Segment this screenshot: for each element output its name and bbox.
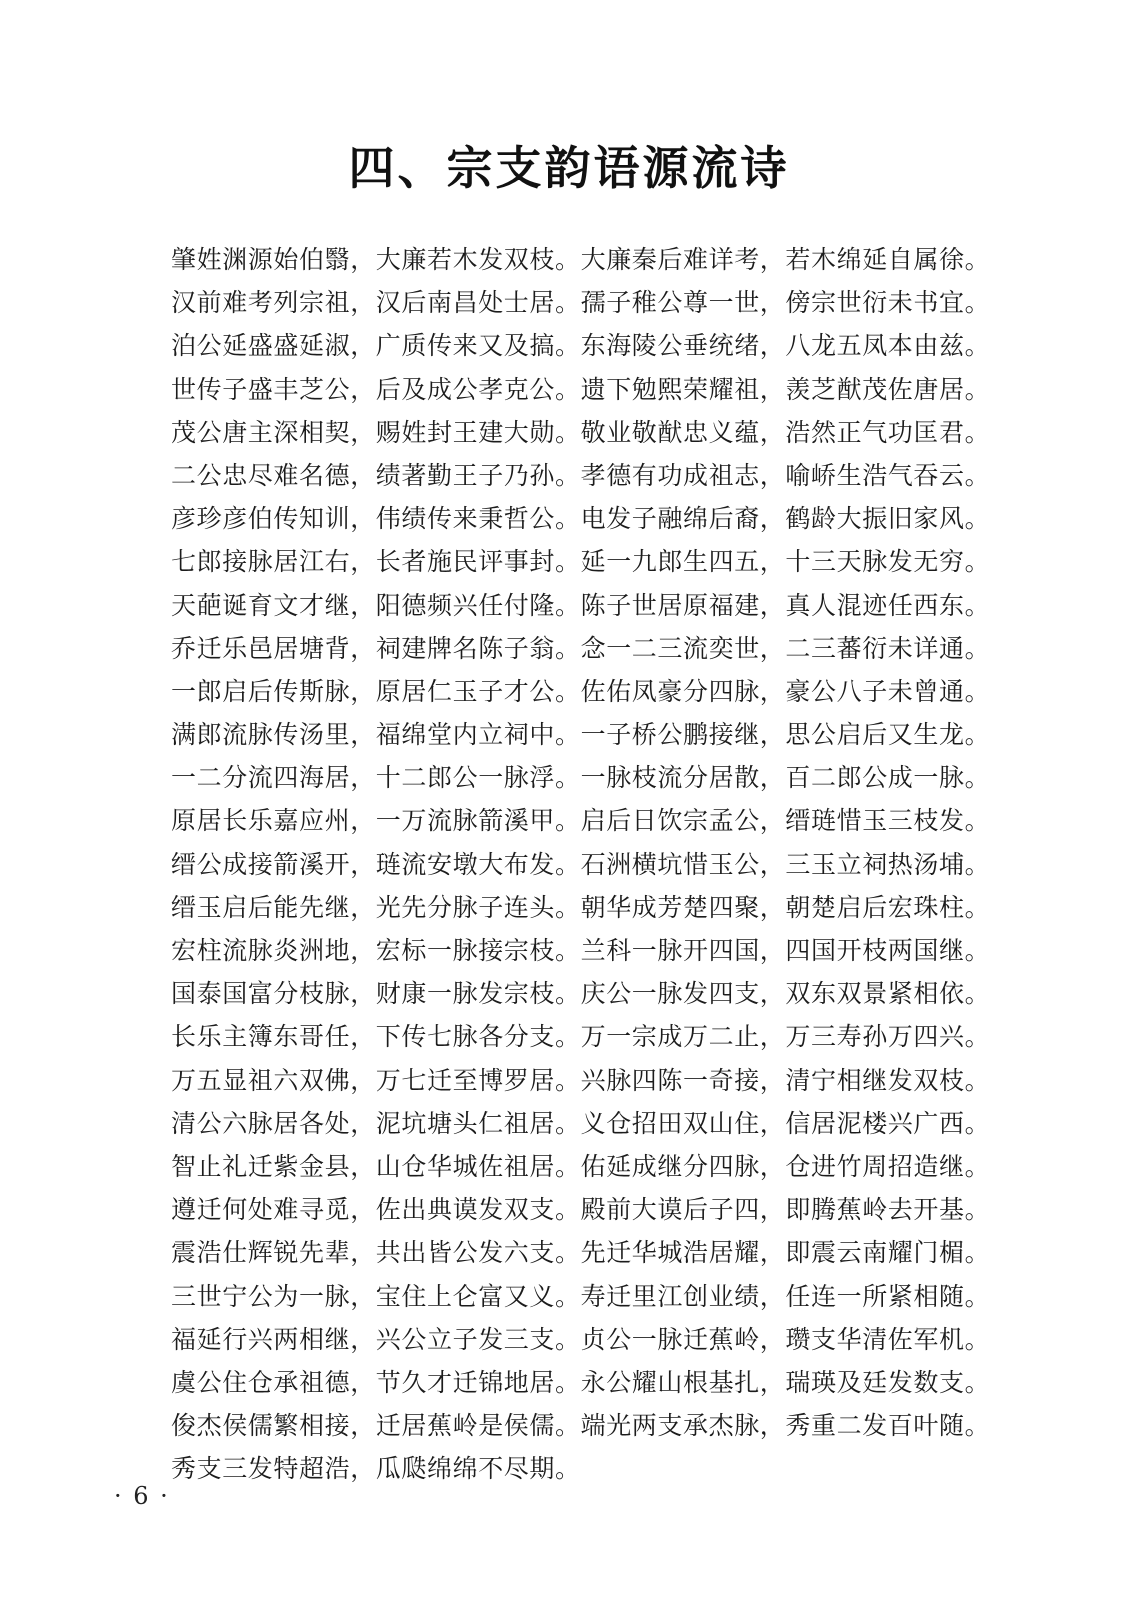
poem-body — [171, 238, 991, 1490]
poem-line: 一二分流四海居，十二郎公一脉浮。一脉枝流分居散，百二郎公成一脉。 — [171, 763, 991, 793]
poem-line: 震浩仕辉锐先辈，共出皆公发六支。先迁华城浩居耀，即震云南耀门楣。 — [171, 1238, 991, 1268]
poem-line: 彦珍彦伯传知训，伟绩传来秉哲公。电发子融绵后裔，鹤龄大振旧家风。 — [171, 504, 991, 534]
poem-line: 清公六脉居各处，泥坑塘头仁祖居。义仓招田双山住，信居泥楼兴广西。 — [171, 1108, 991, 1138]
poem-line: 缙玉启后能先继，光先分脉子连头。朝华成芳楚四聚，朝楚启后宏珠柱。 — [171, 892, 991, 922]
poem-line: 乔迁乐邑居塘背，祠建牌名陈子翁。念一二三流奕世，二三蕃衍未详通。 — [171, 633, 991, 663]
poem-line: 三世宁公为一脉，宝住上仑富又义。寿迁里江创业绩，任连一所紧相随。 — [171, 1281, 991, 1311]
poem-line: 满郎流脉传汤里，福绵堂内立祠中。一子桥公鹏接继，思公启后又生龙。 — [171, 720, 991, 750]
poem-line: 福延行兴两相继，兴公立子发三支。贞公一脉迁蕉岭，瓒支华清佐军机。 — [171, 1324, 991, 1354]
poem-line: 二公忠尽难名德，绩著勤王子乃孙。孝德有功成祖志，喻峤生浩气吞云。 — [171, 460, 991, 490]
poem-line: 秀支三发特超浩，瓜瓞绵绵不尽期。 — [171, 1454, 581, 1484]
poem-line: 天葩诞育文才继，阳德频兴任付隆。陈子世居原福建，真人混迹任西东。 — [171, 590, 991, 620]
poem-line: 一郎启后传斯脉，原居仁玉子才公。佐佑凤豪分四脉，豪公八子未曾通。 — [171, 676, 991, 706]
section-title: 四、宗支韵语源流诗 — [348, 141, 790, 195]
page-number: · 6 · — [114, 1482, 170, 1510]
poem-line: 遵迁何处难寻觅，佐出典谟发双支。殿前大谟后子四，即腾蕉岭去开基。 — [171, 1195, 991, 1225]
poem-line: 虞公住仓承祖德，节久才迁锦地居。永公耀山根基扎，瑞瑛及廷发数支。 — [171, 1367, 991, 1397]
poem-line: 原居长乐嘉应州，一万流脉箭溪甲。启后日饮宗孟公，缙琏惜玉三枝发。 — [171, 806, 991, 836]
poem-line: 肇姓渊源始伯翳，大廉若木发双枝。大廉秦后难详考，若木绵延自属徐。 — [171, 245, 991, 274]
poem-line: 茂公唐主深相契，赐姓封王建大勋。敬业敬猷忠义蕴，浩然正气功匡君。 — [171, 417, 991, 447]
poem-line: 俊杰侯儒繁相接，迁居蕉岭是侯儒。端光两支承杰脉，秀重二发百叶随。 — [171, 1411, 991, 1441]
poem-line: 国泰国富分枝脉，财康一脉发宗枝。庆公一脉发四支，双东双景紧相依。 — [171, 979, 991, 1009]
poem-line: 世传子盛丰芝公，后及成公孝克公。遗下勉熙荣耀祖，羡芝猷茂佐唐居。 — [171, 374, 991, 404]
poem-line: 汉前难考列宗祖，汉后南昌处士居。孺子稚公尊一世，傍宗世衍未书宜。 — [171, 288, 991, 318]
poem-line: 泊公延盛盛延淑，广质传来又及搞。东海陵公垂统绪，八龙五凤本由兹。 — [171, 331, 991, 361]
poem-line: 七郎接脉居江右，长者施民评事封。延一九郎生四五，十三天脉发无穷。 — [171, 547, 991, 577]
poem-line: 宏柱流脉炎洲地，宏标一脉接宗枝。兰科一脉开四国，四国开枝两国继。 — [171, 936, 991, 965]
poem-line: 长乐主簿东哥任，下传七脉各分支。万一宗成万二止，万三寿孙万四兴。 — [171, 1022, 991, 1052]
poem-line: 缙公成接箭溪开，琏流安墩大布发。石洲横坑惜玉公，三玉立祠热汤埔。 — [171, 849, 991, 879]
poem-line: 万五显祖六双佛，万七迁至博罗居。兴脉四陈一奇接，清宁相继发双枝。 — [171, 1065, 991, 1095]
poem-line: 智止礼迁紫金县，山仓华城佐祖居。佑延成继分四脉，仓进竹周招造继。 — [171, 1151, 991, 1181]
